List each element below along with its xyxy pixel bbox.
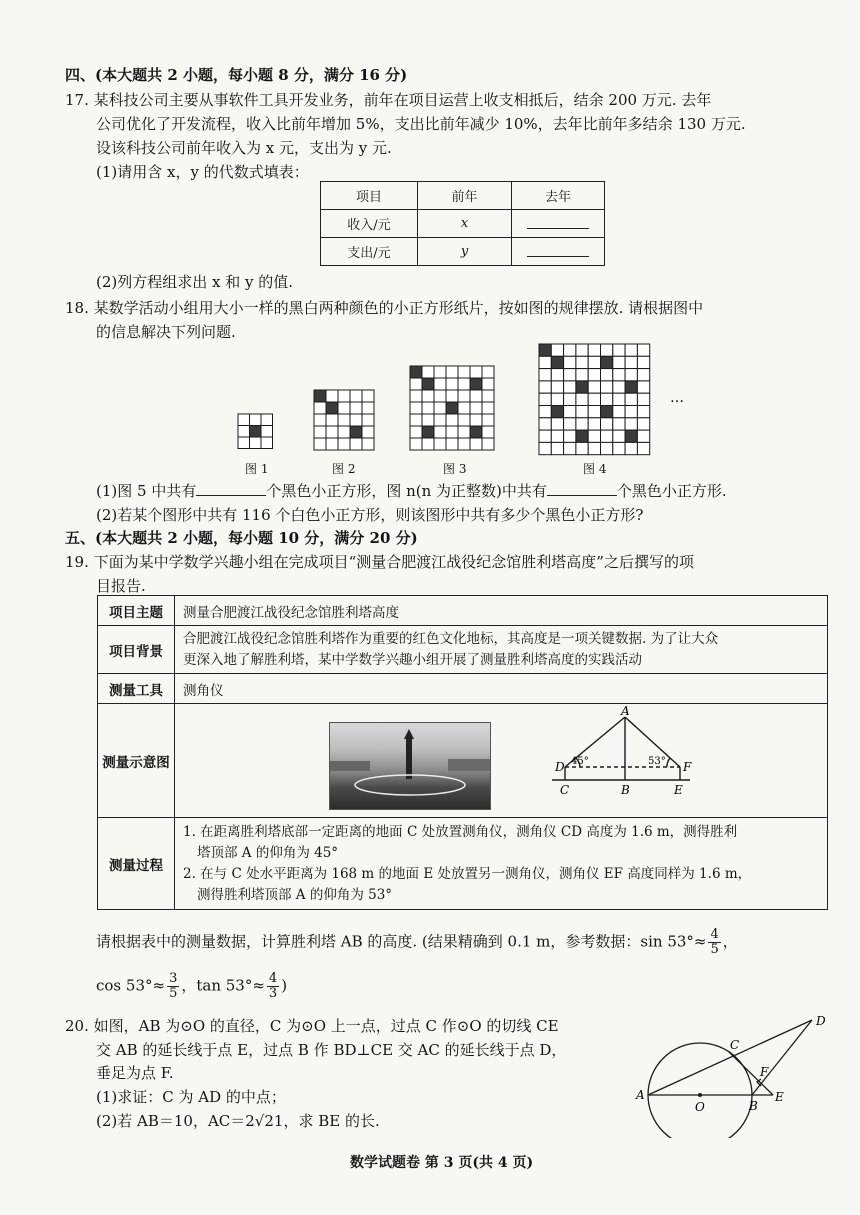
white-square [238, 414, 250, 426]
white-square [410, 414, 422, 426]
white-square [601, 430, 613, 442]
white-square [362, 438, 374, 450]
q17-header-item: 项目 [321, 182, 418, 210]
figure-3-grid [410, 366, 494, 450]
q18-line-2: 的信息解决下列问题. [96, 323, 236, 341]
angle-53-label: 53° [648, 756, 666, 767]
q20-circle-figure [630, 1008, 835, 1138]
white-square [539, 418, 551, 430]
label-b: B [749, 1099, 758, 1113]
white-square [422, 390, 434, 402]
white-square [482, 414, 494, 426]
white-square [470, 390, 482, 402]
q17-header-last: 去年 [512, 182, 605, 210]
fill-blank [196, 481, 266, 496]
q17-header-prev: 前年 [418, 182, 512, 210]
white-square [613, 442, 625, 454]
white-square [576, 406, 588, 418]
white-square [434, 414, 446, 426]
white-square [539, 381, 551, 393]
white-square [564, 406, 576, 418]
black-square [250, 426, 262, 438]
sin-fraction [708, 928, 720, 957]
white-square [482, 390, 494, 402]
white-square [588, 430, 600, 442]
white-square [601, 369, 613, 381]
white-square [458, 378, 470, 390]
cos-prefix: cos 53°≈ [96, 976, 166, 995]
q18-part-1-b: 个黑色小正方形，图 n(n 为正整数)中共有 [266, 482, 547, 500]
white-square [482, 426, 494, 438]
white-square [326, 390, 338, 402]
q20-line-2: 交 AB 的延长线于点 E，过点 B 作 BD⊥CE 交 AC 的延长线于点 D， [96, 1041, 567, 1059]
white-square [458, 426, 470, 438]
background-line-1: 合肥渡江战役纪念馆胜利塔作为重要的红色文化地标，其高度是一项关键数据. 为了让大众 [183, 630, 719, 647]
white-square [446, 414, 458, 426]
white-square [410, 438, 422, 450]
white-square [539, 430, 551, 442]
white-square [362, 390, 374, 402]
white-square [551, 344, 563, 356]
white-square [410, 390, 422, 402]
white-square [350, 390, 362, 402]
white-square [613, 393, 625, 405]
q19-ask-line-2 [96, 972, 287, 1001]
label-f: F [760, 1065, 769, 1079]
white-square [482, 366, 494, 378]
fill-blank [527, 214, 589, 229]
q20-part-2: (2)若 AB＝10，AC＝2√21，求 BE 的长. [96, 1112, 380, 1130]
white-square [637, 356, 649, 368]
black-square [314, 390, 326, 402]
white-square [576, 418, 588, 430]
black-square [422, 378, 434, 390]
white-square [613, 369, 625, 381]
white-square [338, 390, 350, 402]
q17-row-expense-label: 支出/元 [321, 238, 418, 266]
black-square [601, 356, 613, 368]
white-square [576, 369, 588, 381]
figure-1-label: 图 1 [245, 462, 269, 476]
white-square [588, 381, 600, 393]
section-4-heading: 四、(本大题共 2 小题，每小题 8 分，满分 16 分) [65, 66, 408, 84]
black-square [625, 430, 637, 442]
white-square [326, 414, 338, 426]
white-square [362, 402, 374, 414]
white-square [470, 366, 482, 378]
background-value [175, 626, 828, 674]
black-square [576, 430, 588, 442]
tower-photo [329, 722, 491, 810]
point-d-label: D [555, 760, 565, 774]
white-square [482, 402, 494, 414]
q17-row-income-blank [512, 210, 605, 238]
white-square [410, 402, 422, 414]
q19-ask-text: 请根据表中的测量数据，计算胜利塔 AB 的高度. (结果精确到 0.1 m，参考数据：sin 53°≈ [96, 932, 707, 951]
q18-part-2: (2)若某个图形中共有 116 个白色小正方形，则该图形中共有多少个黑色小正方形? [96, 506, 644, 524]
white-square [238, 437, 250, 449]
q18-part-1-c: 个黑色小正方形. [616, 482, 727, 500]
white-square [261, 426, 273, 438]
white-square [362, 414, 374, 426]
q19-ask-line-1: 请根据表中的测量数据，计算胜利塔 AB 的高度. (结果精确到 0.1 m，参考数据：sin 53°≈ $\frac{4}{5}$ ， [96, 927, 738, 957]
white-square [470, 414, 482, 426]
diagram-cell [175, 704, 828, 818]
white-square [564, 393, 576, 405]
white-square [637, 344, 649, 356]
black-square [625, 381, 637, 393]
angle-45-label: 45° [571, 756, 589, 767]
q20-line-1: 20. 如图，AB 为⊙O 的直径，C 为⊙O 上一点，过点 C 作⊙O 的切线 CE [65, 1017, 559, 1035]
white-square [564, 442, 576, 454]
white-square [458, 438, 470, 450]
process-step-1a: 1. 在距离胜利塔底部一定距离的地面 C 处放置测角仪，测角仪 CD 高度为 1.6 m，测得胜利 [183, 823, 738, 840]
black-square [576, 381, 588, 393]
white-square [434, 378, 446, 390]
figure-3-label: 图 3 [443, 462, 467, 476]
background-line-2: 更深入地了解胜利塔，某中学数学兴趣小组开展了测量胜利塔高度的实践活动 [183, 651, 642, 668]
black-square [470, 426, 482, 438]
figures-ellipsis: … [670, 390, 684, 406]
white-square [410, 378, 422, 390]
tool-value: 测角仪 [175, 674, 828, 704]
white-square [613, 430, 625, 442]
white-square [261, 437, 273, 449]
white-square [314, 402, 326, 414]
white-square [250, 414, 262, 426]
white-square [434, 402, 446, 414]
black-square [446, 402, 458, 414]
tan-prefix: ，tan 53°≈ [181, 976, 265, 995]
label-d: D [816, 1014, 826, 1028]
section-5-heading: 五、(本大题共 2 小题，每小题 10 分，满分 20 分) [65, 529, 418, 547]
white-square [588, 344, 600, 356]
close-paren: ) [281, 976, 288, 995]
white-square [362, 426, 374, 438]
cos-numerator: 3 [169, 971, 178, 986]
process-step-1b: 塔顶部 A 的仰角为 45° [197, 844, 339, 861]
white-square [458, 402, 470, 414]
white-square [338, 414, 350, 426]
point-a-label: A [621, 704, 630, 718]
cos-denominator: 5 [169, 986, 178, 1001]
q17-line-3: 设该科技公司前年收入为 x 元，支出为 y 元. [96, 139, 392, 157]
q18-part-1 [96, 480, 727, 501]
q17-line-1: 17. 某科技公司主要从事软件工具开发业务，前年在项目运营上收支相抵后，结余 200 万元. 去年 [65, 91, 712, 109]
black-square [410, 366, 422, 378]
figure-4-grid [539, 344, 650, 455]
white-square [470, 402, 482, 414]
white-square [625, 356, 637, 368]
white-square [434, 438, 446, 450]
q17-row-expense-prev: y [418, 238, 512, 266]
white-square [326, 426, 338, 438]
q19-line-1: 19. 下面为某中学数学兴趣小组在完成项目“测量合肥渡江战役纪念馆胜利塔高度”之后撰写的项 [65, 553, 694, 571]
tan-denominator: 3 [268, 986, 278, 1001]
white-square [564, 430, 576, 442]
white-square [588, 418, 600, 430]
white-square [551, 442, 563, 454]
figure-4-label: 图 4 [583, 462, 607, 476]
white-square [551, 369, 563, 381]
q17-row-income-label: 收入/元 [321, 210, 418, 238]
q19-line-2: 目报告. [96, 577, 146, 595]
white-square [338, 438, 350, 450]
white-square [422, 414, 434, 426]
white-square [470, 438, 482, 450]
cos-fraction [167, 972, 179, 1001]
white-square [588, 369, 600, 381]
white-square [250, 437, 262, 449]
white-square [261, 414, 273, 426]
white-square [434, 366, 446, 378]
white-square [588, 406, 600, 418]
white-square [637, 430, 649, 442]
white-square [576, 344, 588, 356]
tool-header: 测量工具 [98, 674, 175, 704]
point-e-label: E [674, 783, 683, 797]
white-square [625, 442, 637, 454]
white-square [434, 426, 446, 438]
fill-blank [547, 481, 617, 496]
process-value [175, 818, 828, 910]
white-square [551, 381, 563, 393]
sin-numerator: 4 [710, 927, 719, 942]
tower-photo-sketch [330, 723, 490, 809]
point-c-label: C [560, 783, 570, 797]
white-square [576, 442, 588, 454]
point-f-label: F [683, 760, 692, 774]
process-header: 测量过程 [98, 818, 175, 910]
white-square [601, 381, 613, 393]
white-square [338, 426, 350, 438]
black-square [350, 426, 362, 438]
topic-value: 测量合肥渡江战役纪念馆胜利塔高度 [175, 596, 828, 626]
q20-part-1: (1)求证：C 为 AD 的中点； [96, 1088, 286, 1106]
white-square [539, 369, 551, 381]
q17-table [320, 181, 605, 266]
white-square [338, 402, 350, 414]
white-square [576, 356, 588, 368]
white-square [588, 393, 600, 405]
label-c: C [730, 1038, 740, 1052]
white-square [434, 390, 446, 402]
q17-line-2: 公司优化了开发流程，收入比前年增加 5%，支出比前年减少 10%，去年比前年多结余 130 万元. [96, 115, 746, 133]
black-square [551, 406, 563, 418]
process-step-2b: 测得胜利塔顶部 A 的仰角为 53° [197, 886, 393, 903]
white-square [637, 381, 649, 393]
white-square [637, 369, 649, 381]
white-square [637, 418, 649, 430]
point-b-label: B [621, 783, 630, 797]
diagram-header: 测量示意图 [98, 704, 175, 818]
white-square [576, 393, 588, 405]
label-o: O [695, 1100, 705, 1114]
white-square [551, 418, 563, 430]
q18-line-1: 18. 某数学活动小组用大小一样的黑白两种颜色的小正方形纸片，按如图的规律摆放. 请根据图中 [65, 299, 704, 317]
topic-header: 项目主题 [98, 596, 175, 626]
white-square [482, 438, 494, 450]
black-square [326, 402, 338, 414]
white-square [238, 426, 250, 438]
white-square [422, 438, 434, 450]
white-square [350, 402, 362, 414]
white-square [458, 390, 470, 402]
white-square [314, 426, 326, 438]
white-square [564, 418, 576, 430]
white-square [625, 393, 637, 405]
white-square [446, 426, 458, 438]
white-square [458, 414, 470, 426]
white-square [601, 393, 613, 405]
white-square [625, 406, 637, 418]
black-square [601, 406, 613, 418]
label-a: A [636, 1088, 645, 1102]
white-square [564, 381, 576, 393]
white-square [613, 344, 625, 356]
black-square [539, 344, 551, 356]
background-header: 项目背景 [98, 626, 175, 674]
q18-grid-figures [230, 338, 700, 480]
white-square [314, 414, 326, 426]
white-square [564, 344, 576, 356]
white-square [637, 393, 649, 405]
figure-2-grid [314, 390, 374, 450]
white-square [564, 356, 576, 368]
white-square [588, 356, 600, 368]
white-square [625, 344, 637, 356]
white-square [551, 393, 563, 405]
tan-numerator: 4 [268, 971, 278, 986]
white-square [458, 366, 470, 378]
white-square [482, 378, 494, 390]
white-square [613, 406, 625, 418]
white-square [422, 402, 434, 414]
white-square [410, 426, 422, 438]
white-square [539, 406, 551, 418]
white-square [637, 442, 649, 454]
white-square [551, 430, 563, 442]
white-square [350, 438, 362, 450]
white-square [326, 438, 338, 450]
white-square [446, 366, 458, 378]
q17-row-income-prev: x [418, 210, 512, 238]
black-square [551, 356, 563, 368]
white-square [613, 356, 625, 368]
white-square [446, 438, 458, 450]
white-square [564, 369, 576, 381]
white-square [613, 381, 625, 393]
white-square [601, 418, 613, 430]
page-footer: 数学试题卷 第 3 页(共 4 页) [350, 1155, 534, 1171]
white-square [625, 418, 637, 430]
q20-line-3: 垂足为点 F. [96, 1064, 174, 1082]
white-square [314, 438, 326, 450]
white-square [350, 414, 362, 426]
tan-fraction [267, 972, 279, 1001]
white-square [625, 369, 637, 381]
q17-row-expense-blank [512, 238, 605, 266]
white-square [446, 378, 458, 390]
white-square [539, 442, 551, 454]
q17-part-2: (2)列方程组求出 x 和 y 的值. [96, 273, 294, 291]
figure-1-grid [238, 414, 273, 449]
white-square [446, 390, 458, 402]
white-square [422, 366, 434, 378]
fill-blank [527, 242, 589, 257]
black-square [470, 378, 482, 390]
white-square [588, 442, 600, 454]
white-square [539, 356, 551, 368]
process-step-2a: 2. 在与 C 处水平距离为 168 m 的地面 E 处放置另一测角仪，测角仪 EF 高度同样为 1.6 m， [183, 865, 752, 882]
label-e: E [775, 1090, 784, 1104]
white-square [613, 418, 625, 430]
figure-2-label: 图 2 [332, 462, 356, 476]
black-square [422, 426, 434, 438]
q19-measure-diagram [540, 703, 720, 816]
sin-denominator: 5 [710, 942, 719, 957]
white-square [637, 406, 649, 418]
q17-part-1: (1)请用含 x，y 的代数式填表： [96, 163, 309, 181]
white-square [539, 393, 551, 405]
white-square [601, 442, 613, 454]
white-square [601, 344, 613, 356]
q18-part-1-a: (1)图 5 中共有 [96, 482, 197, 500]
